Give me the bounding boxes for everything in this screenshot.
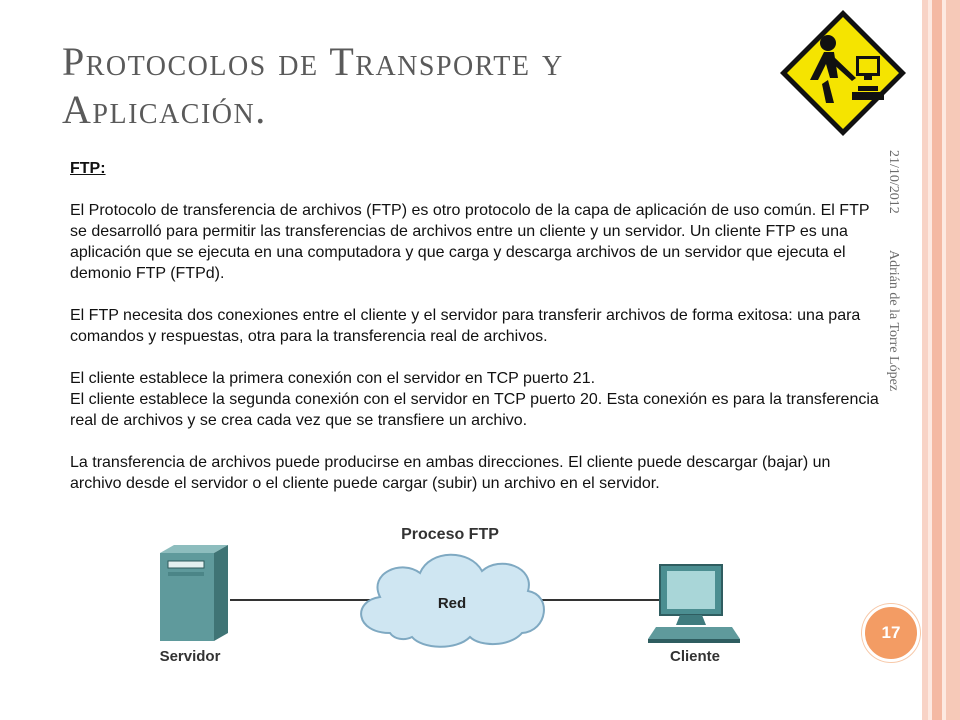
paragraph-port-21: El cliente establece la primera conexión con el servidor en TCP puerto 21. xyxy=(70,370,596,387)
side-footer xyxy=(885,150,915,450)
slide-title-line2: Aplicación. xyxy=(62,87,267,132)
section-heading: FTP: xyxy=(70,160,106,177)
ftp-process-diagram xyxy=(140,515,750,675)
server-tower-icon xyxy=(160,545,228,641)
server-label: Servidor xyxy=(159,648,221,665)
slide-title-line1: Protocolos de Transporte y xyxy=(62,39,564,84)
slide-date: 21/10/2012 xyxy=(886,150,901,214)
slide-author: Adrián de la Torre López xyxy=(886,250,901,392)
slide-title xyxy=(62,38,782,134)
client-label: Cliente xyxy=(669,648,721,665)
paragraph-connections: El FTP necesita dos conexiones entre el cliente y el servidor para transferir archivos de forma exitosa: una para comandos y respuestas, otra para la transferencia real de archivos. xyxy=(70,307,861,345)
paragraph-intro: El Protocolo de transferencia de archivos (FTP) es otro protocolo de la capa de aplicación de uso común. El FTP se desarrolló para permitir las transferencias de archivos entre un cliente y un servidor. Un cliente FTP es una aplicación que se ejecuta en una computadora y que carga y descarga archivos de un servidor que ejecuta el demonio FTP (FTPd). xyxy=(70,202,870,282)
slide-body xyxy=(70,158,880,515)
desktop-computer-icon xyxy=(648,565,740,643)
paragraph-port-20: El cliente establece la segunda conexión con el servidor en TCP puerto 20. Esta conexión es para la transferencia real de archivos y se crea cada vez que se transfiere un archivo. xyxy=(70,391,879,429)
paragraph-directions: La transferencia de archivos puede producirse en ambas direcciones. El cliente puede descargar (bajar) un archivo desde el servidor o el cliente puede cargar (subir) un archivo en el servidor. xyxy=(70,454,831,492)
diagram-title: Proceso FTP xyxy=(401,526,499,543)
decorative-stripes xyxy=(918,0,960,720)
network-label: Red xyxy=(437,595,467,612)
page-number-badge: 17 xyxy=(862,604,920,662)
under-construction-sign-icon xyxy=(778,8,908,138)
